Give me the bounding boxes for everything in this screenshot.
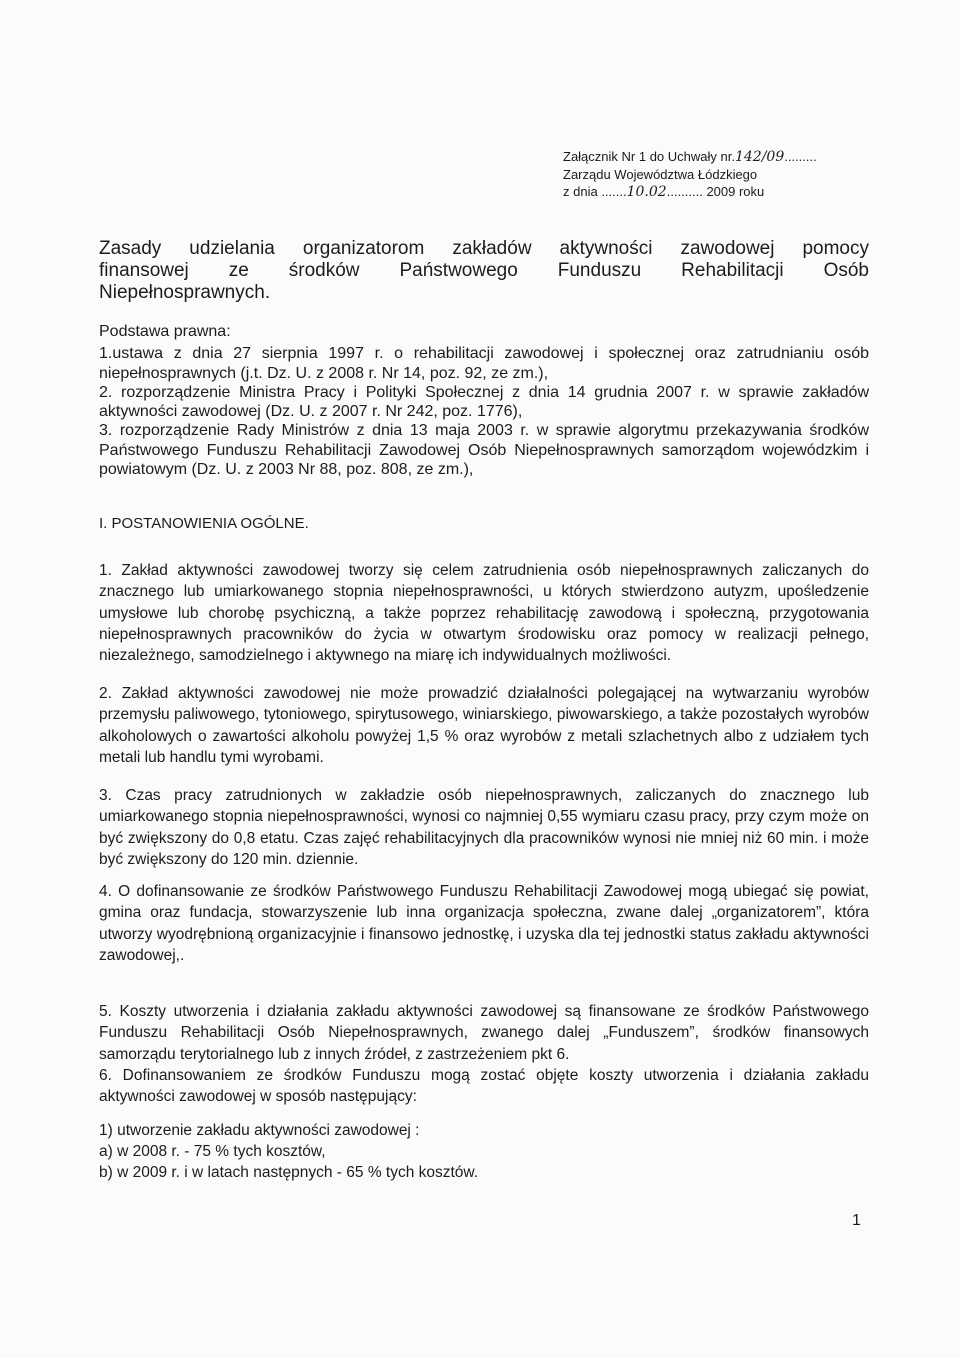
attachment-date-handwritten: 10.02 (626, 184, 667, 200)
paragraph-5: 5. Koszty utworzenia i działania zakładu aktywności zawodowej są finansowane ze środków Państwowego Funduszu Rehabilitacji Osób Niepełnosprawnych, zwanego dalej „Funduszem”, środków finansowych samorządu terytorialnego lub z innych źródeł, z zastrzeżeniem pkt 6. (99, 1003, 869, 1063)
attachment-line-1: Załącznik Nr 1 do Uchwały nr (563, 149, 732, 164)
legal-basis-label: Podstawa prawna: (99, 323, 231, 340)
resolution-number-handwritten: 142/09 (734, 149, 785, 165)
title-line-1: Zasady udzielania organizatorom zakładów aktywności zawodowej pomocy (99, 238, 869, 259)
cost-sub-items (99, 1120, 869, 1183)
attachment-header: Załącznik Nr 1 do Uchwały nr.142/09......... Zarządu Województwa Łódzkiego z dnia .......10.02.......... 2009 roku (563, 148, 863, 201)
legal-basis-item: 3. rozporządzenie Rady Ministrów z dnia 13 maja 2003 r. w sprawie algorytmu przekazywania środków Państwowego Funduszu Rehabilitacji Zawodowej Osób Niepełnosprawnych samorządom wojewódzkim i powiatowym (Dz. U. z 2003 Nr 88, poz. 808, ze zm.), (99, 422, 869, 479)
paragraph-6: 6. Dofinansowaniem ze środków Funduszu mogą zostać objęte koszty utworzenia i działania zakładu aktywności zawodowej w sposób następujący: (99, 1067, 869, 1106)
attachment-date-prefix: z dnia (563, 184, 598, 199)
title-line-2: finansowej ze środków Państwowego Funduszu Rehabilitacji Osób (99, 260, 869, 281)
page-number: 1 (852, 1212, 861, 1229)
attachment-date-suffix: 2009 roku (706, 184, 765, 199)
sub-item-head: 1) utworzenie zakładu aktywności zawodowej : (99, 1122, 420, 1139)
paragraph-3: 3. Czas pracy zatrudnionych w zakładzie osób niepełnosprawnych, zaliczanych do znacznego lub umiarkowanego stopnia niepełnosprawności, wynosi co najmniej 0,55 wymiaru czasu pracy, przy czym może on być zwiększony do 0,8 etatu. Czas zajęć rehabilitacyjnych dla pracowników wynosi nie mniej niż 60 min. i może być zwiększony do 120 min. dziennie. (99, 787, 869, 868)
legal-basis-item: 1.ustawa z dnia 27 sierpnia 1997 r. o rehabilitacji zawodowej i społecznej oraz zatrudnianiu osób niepełnosprawnych (j.t. Dz. U. z 2008 r. Nr 14, poz. 92, ze zm.), (99, 345, 869, 382)
legal-basis (99, 322, 869, 479)
paragraph-2: 2. Zakład aktywności zawodowej nie może prowadzić działalności polegającej na wytwarzaniu wyrobów przemysłu paliwowego, tytoniowego, spirytusowego, winiarskiego, piwowarskiego, a także pozostałych wyrobów alkoholowych o zawartości alkoholu powyżej 1,5 % oraz wyrobów z metali szlachetnych albo z udziałem tych metali lub handlu tymi wyrobami. (99, 685, 869, 766)
title-line-3: Niepełnosprawnych. (99, 282, 271, 303)
section-heading: I. POSTANOWIENIA OGÓLNE. (99, 515, 309, 532)
document-title (99, 238, 869, 304)
attachment-line-2: Zarządu Województwa Łódzkiego (563, 167, 758, 182)
sub-item-b: b) w 2009 r. i w latach następnych - 65 % tych kosztów. (99, 1164, 479, 1181)
sub-item-a: a) w 2008 r. - 75 % tych kosztów, (99, 1143, 326, 1160)
paragraph-4: 4. O dofinansowanie ze środków Państwowego Funduszu Rehabilitacji Zawodowej mogą ubiegać się powiat, gmina oraz fundacja, stowarzyszenie lub inna organizacja społeczna, zwane dalej „organizatorem”, która utworzy wyodrębnioną organizacyjnie i finansowo jednostkę, i uzyska dla tej jednostki status zakładu aktywności zawodowej,. (99, 883, 869, 964)
legal-basis-item: 2. rozporządzenie Ministra Pracy i Polityki Społecznej z dnia 14 grudnia 2007 r. w sprawie zakładów aktywności zawodowej (Dz. U. z 2007 r. Nr 242, poz. 1776), (99, 383, 869, 421)
paragraph-1: 1. Zakład aktywności zawodowej tworzy się celem zatrudnienia osób niepełnosprawnych zaliczanych do znacznego lub umiarkowanego stopnia niepełnosprawności, u których stwierdzono autyzm, upośledzenie umysłowe lub chorobę psychiczną, a także poprzez rehabilitację zawodową i społeczną, przygotowania niepełnosprawnych pracowników do życia w otwartym środowisku oraz pomocy w realizacji pełnego, niezależnego, samodzielnego i aktywnego na miarę ich indywidualnych możliwości. (99, 562, 869, 665)
